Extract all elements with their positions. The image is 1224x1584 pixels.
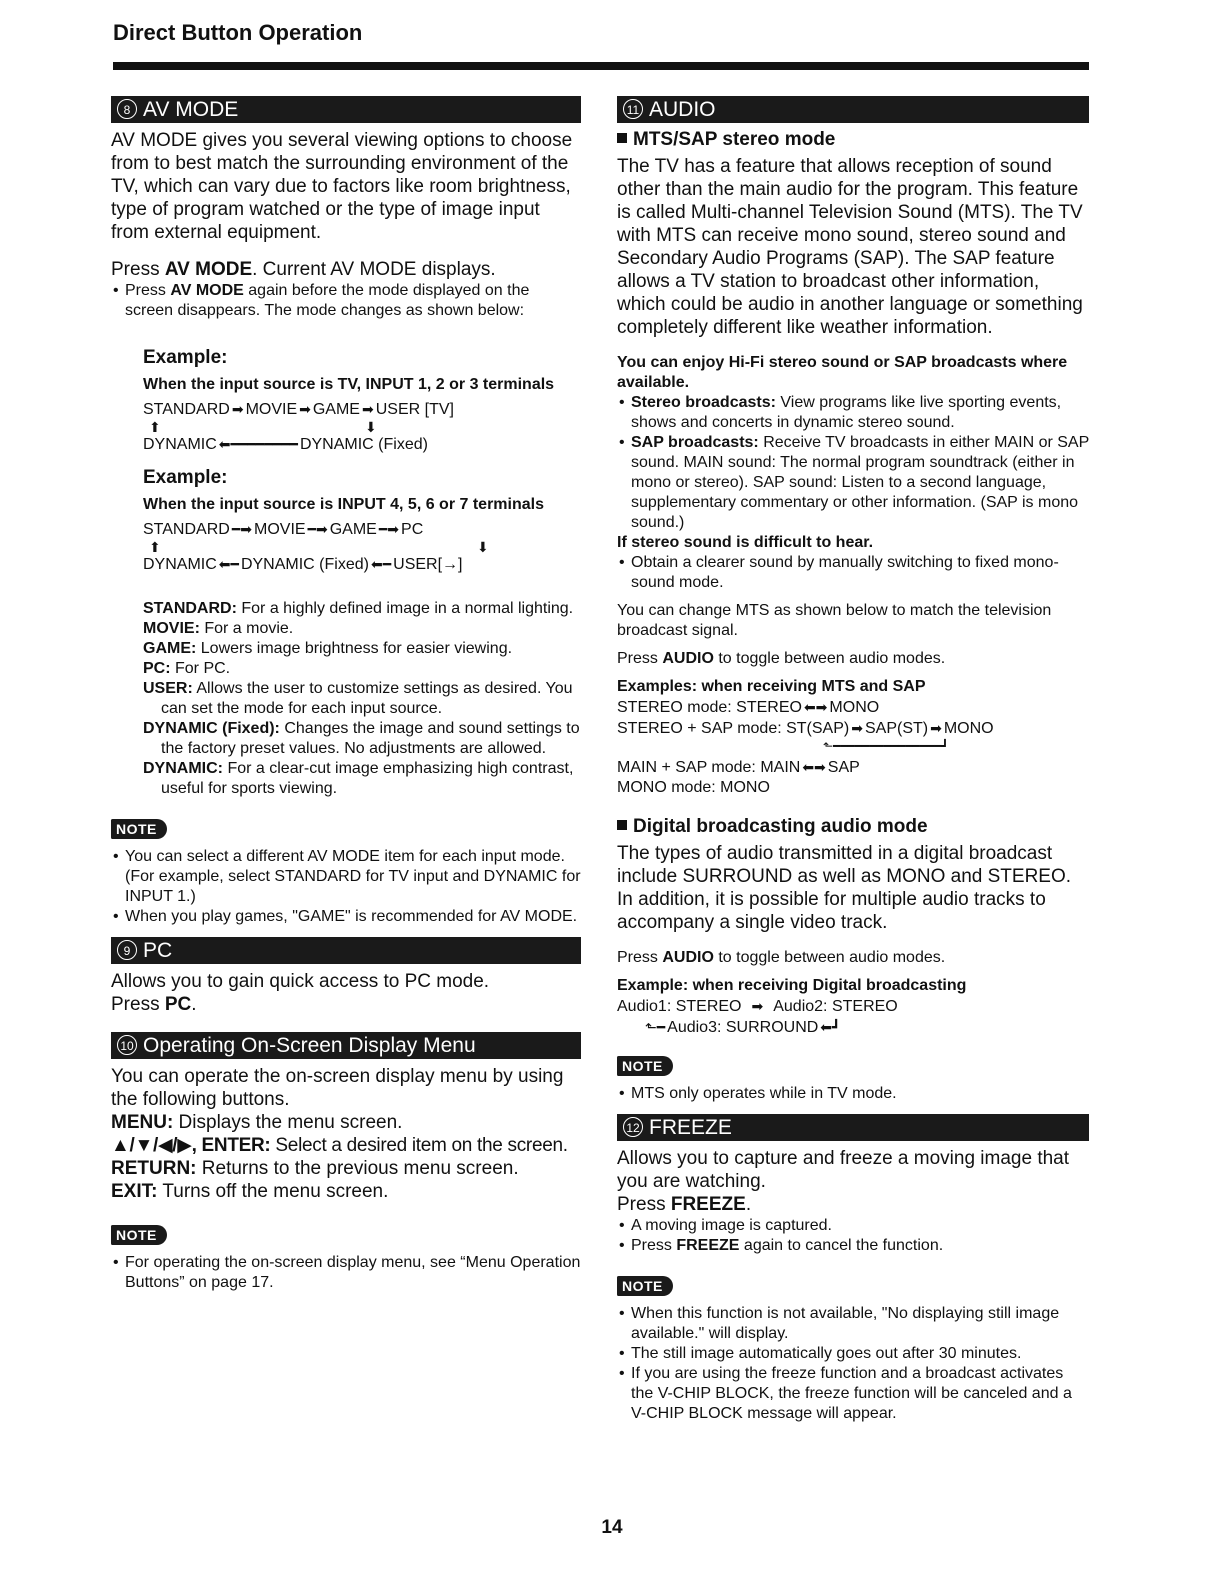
arrow-right-icon: ➡	[751, 998, 764, 1014]
section-number-badge: 12	[623, 1117, 643, 1137]
flow-row-top	[143, 519, 581, 540]
pc-press	[111, 993, 581, 1016]
freeze-key: FREEZE	[676, 1237, 740, 1254]
arrow-left-icon: ⬅━	[218, 556, 239, 572]
section-number-badge: 11	[623, 99, 643, 119]
definition-desc: Lowers image brightness for easier viewing.	[196, 640, 513, 657]
osd-item	[111, 1157, 581, 1180]
flow-item: MONO	[720, 779, 770, 796]
av-mode-notes	[111, 847, 581, 927]
flow-row-bottom	[143, 554, 581, 575]
main-sap-mode-row	[617, 757, 1089, 778]
osd-key: ▲/▼/◀/▶, ENTER:	[111, 1135, 271, 1156]
mode-definitions	[143, 599, 581, 799]
definition-item	[143, 659, 581, 679]
flow-item: STANDARD	[143, 521, 230, 538]
note-item: • MTS only operates while in TV mode.	[617, 1084, 1089, 1104]
audio-press	[617, 649, 1089, 669]
change-mts-text: You can change MTS as shown below to match the television broadcast signal.	[617, 602, 1052, 639]
osd-key: EXIT:	[111, 1181, 158, 1202]
flow-item: ST(SAP)	[786, 720, 850, 737]
av-mode-press	[111, 258, 581, 281]
definition-desc: Changes the image and sound settings to the factory preset values. No adjustments are allowed.	[161, 720, 580, 757]
digital-example-heading: Example: when receiving Digital broadcasting	[617, 977, 967, 994]
osd-key: MENU:	[111, 1112, 174, 1133]
flow-item: GAME	[312, 401, 360, 418]
arrow-right-icon: ━➡	[231, 521, 252, 537]
definition-item	[143, 719, 581, 759]
square-bullet-icon	[617, 820, 627, 830]
mode-label: MONO mode:	[617, 779, 721, 796]
osd-desc: Displays the menu screen.	[173, 1112, 403, 1133]
flow-item: MAIN	[760, 759, 801, 776]
definition-item	[143, 759, 581, 799]
pc-header	[111, 937, 581, 964]
av-mode-header	[111, 96, 581, 123]
mode-label: MAIN + SAP mode:	[617, 759, 761, 776]
freeze-press	[617, 1193, 1089, 1216]
audio-key: AUDIO	[662, 650, 714, 667]
arrow-left-long-icon: ⬅━━━━━━━━	[218, 436, 298, 452]
right-column	[617, 96, 1089, 1424]
difficult-bullets	[617, 553, 1089, 593]
freeze-key: FREEZE	[670, 1194, 746, 1215]
bullet-text: Press	[125, 282, 171, 299]
section-number-badge: 8	[117, 99, 137, 119]
flow-item: DYNAMIC (Fixed)	[240, 556, 369, 573]
osd-desc: Turns off the menu screen.	[157, 1181, 389, 1202]
definition-term: DYNAMIC:	[143, 760, 223, 777]
press-text: Press	[111, 259, 165, 280]
audio-header	[617, 96, 1089, 123]
title-rule	[113, 62, 1089, 70]
flow-item: USER[→]	[393, 556, 463, 573]
double-arrow-icon: ⬅➡	[802, 759, 826, 775]
arrow-right-icon: ➡	[851, 720, 863, 736]
flow-item: SAP(ST)	[864, 720, 929, 737]
mode-label: STEREO mode:	[617, 699, 737, 716]
hifi-bullet	[617, 393, 1089, 433]
note-item: • For operating the on-screen display menu, see “Menu Operation Buttons” on page 17.	[111, 1253, 581, 1293]
arrow-right-icon: ➡	[361, 401, 374, 417]
note-item: • When this function is not available, "No displaying still image available." will display.	[617, 1304, 1089, 1344]
av-mode-key: AV MODE	[164, 259, 253, 280]
flow-vertical-arrows	[143, 540, 581, 554]
mode-flow-diagram	[143, 399, 581, 455]
definition-desc: For a highly defined image in a normal lighting.	[236, 600, 574, 617]
example-heading: Example:	[143, 347, 228, 368]
note-badge: NOTE	[617, 1276, 673, 1296]
av-mode-bullets	[111, 281, 581, 321]
press-text: Press	[617, 650, 663, 667]
return-arrow	[617, 739, 1089, 757]
flow-item: MOVIE	[254, 521, 306, 538]
note-item: • You can select a different AV MODE item for each input mode. (For example, select STANDARD for TV input and DYNAMIC for INPUT 1.)	[111, 847, 581, 907]
section-number-badge: 10	[117, 1035, 137, 1055]
section-title: FREEZE	[649, 1116, 732, 1139]
arrow-right-icon: ➡	[231, 401, 244, 417]
flow-item: DYNAMIC (Fixed)	[299, 436, 428, 453]
audio-key: AUDIO	[662, 949, 714, 966]
av-mode-intro: AV MODE gives you several viewing options to choose from to best match the surrounding environment of the TV, which can vary due to factors like room brightness, type of program watched or the type of image input from external equipment.	[111, 130, 573, 243]
osd-item	[111, 1134, 581, 1157]
note-badge: NOTE	[617, 1056, 673, 1076]
digital-row-2	[617, 1017, 1089, 1038]
example-subheading: When the input source is INPUT 4, 5, 6 or 7 terminals	[143, 496, 544, 513]
example-heading: Example:	[143, 467, 228, 488]
definition-term: PC:	[143, 660, 171, 677]
freeze-bullet	[617, 1236, 1089, 1256]
flow-item: Audio1: STEREO	[617, 998, 742, 1015]
section-title: AV MODE	[143, 98, 239, 121]
bullet-text-end: again to cancel the function.	[739, 1237, 944, 1254]
hifi-bullet	[617, 433, 1089, 533]
definition-term: USER:	[143, 680, 193, 697]
arrow-left-icon: ⬅┛	[820, 1019, 841, 1035]
mono-mode-row	[617, 778, 1089, 798]
mts-examples-heading: Examples: when receiving MTS and SAP	[617, 678, 926, 695]
definition-item	[143, 619, 581, 639]
arrow-up-icon: ⬆	[149, 539, 161, 555]
arrow-right-icon: ━➡	[378, 521, 400, 537]
flow-item: STANDARD	[143, 401, 230, 418]
av-mode-key: AV MODE	[170, 282, 244, 299]
bullet-text-end: again before the mode displayed on the screen disappears. The mode changes as shown below:	[125, 282, 530, 319]
arrow-up-icon: ⬆	[149, 419, 161, 435]
osd-item	[111, 1111, 581, 1134]
flow-item: Audio3: SURROUND	[667, 1019, 819, 1036]
left-column	[111, 96, 581, 1293]
definition-desc: For PC.	[170, 660, 231, 677]
definition-desc: For a clear-cut image emphasizing high contrast, useful for sports viewing.	[161, 760, 574, 797]
bullet-text: Press	[631, 1237, 677, 1254]
flow-item: STEREO	[736, 699, 802, 716]
return-arrow-icon: ⬑━	[645, 1019, 666, 1035]
note-item: • If you are using the freeze function and a broadcast activates the V-CHIP BLOCK, the freeze function will be canceled and a V-CHIP BLOCK message will appear.	[617, 1364, 1089, 1424]
arrow-right-icon: ➡	[299, 401, 311, 417]
definition-item	[143, 679, 581, 719]
definition-desc: For a movie.	[199, 620, 294, 637]
digital-row-1	[617, 996, 1089, 1017]
arrow-right-icon: ━➡	[307, 521, 328, 537]
difficult-heading: If stereo sound is difficult to hear.	[617, 534, 874, 551]
mts-heading-text: MTS/SAP stereo mode	[633, 129, 836, 150]
press-text: Press	[111, 994, 165, 1015]
return-arrow-icon: ⬑━━━━━━━━━━━━━━━┛	[823, 739, 949, 753]
press-text: Press	[617, 1194, 671, 1215]
definition-item	[143, 639, 581, 659]
example-1	[143, 347, 581, 799]
osd-notes	[111, 1253, 581, 1293]
definition-term: DYNAMIC (Fixed):	[143, 720, 280, 737]
freeze-bullet: • A moving image is captured.	[617, 1216, 1089, 1236]
section-title: AUDIO	[649, 98, 716, 121]
digital-heading-text: Digital broadcasting audio mode	[633, 816, 928, 837]
mts-examples	[617, 697, 1089, 798]
digital-example	[617, 996, 1089, 1038]
double-arrow-icon: ⬅➡	[803, 699, 828, 715]
digital-heading	[617, 816, 1089, 838]
mts-heading	[617, 129, 1089, 151]
stereo-mode-row	[617, 697, 1089, 718]
av-mode-bullet	[111, 281, 581, 321]
hifi-desc: View programs like live sporting events, shows and concerts in dynamic stereo sound.	[631, 394, 1062, 431]
flow-item: Audio2: STEREO	[773, 998, 898, 1015]
osd-desc: Returns to the previous menu screen.	[196, 1158, 519, 1179]
definition-desc: Allows the user to customize settings as desired. You can set the mode for each input source.	[161, 680, 573, 717]
press-text-end: .	[191, 994, 197, 1015]
press-text-end: .	[745, 1194, 752, 1215]
osd-key: RETURN:	[111, 1158, 197, 1179]
pc-description: Allows you to gain quick access to PC mode.	[111, 971, 490, 992]
press-text-end: to toggle between audio modes.	[713, 650, 946, 667]
osd-intro: You can operate the on-screen display menu by using the following buttons.	[111, 1066, 564, 1110]
square-bullet-icon	[617, 133, 627, 143]
page-title: Direct Button Operation	[113, 20, 363, 45]
hifi-heading: You can enjoy Hi-Fi stereo sound or SAP broadcasts where available.	[617, 354, 1068, 391]
flow-item: MONO	[829, 699, 880, 716]
freeze-intro: Allows you to capture and freeze a moving image that you are watching.	[617, 1148, 1070, 1192]
section-title: PC	[143, 939, 173, 962]
note-item: • When you play games, "GAME" is recommended for AV MODE.	[111, 907, 581, 927]
note-badge: NOTE	[111, 819, 167, 839]
mts-intro: The TV has a feature that allows reception of sound other than the main audio for the program. This feature is called Multi-channel Television Sound (MTS). The TV with MTS can receive mono sound, stereo sound and Secondary Audio Programs (SAP). The SAP feature allows a TV station to broadcast other information, which could be audio in another language or something completely different like weather information.	[617, 156, 1083, 338]
hifi-desc: Receive TV broadcasts in either MAIN or SAP sound. MAIN sound: The normal program soundtrack (either in mono or stereo). SAP sound: Listen to a second language, supplementary commentary or other information. (SAP is mono sound.)	[631, 434, 1089, 531]
freeze-bullets	[617, 1216, 1089, 1256]
press-text-end: to toggle between audio modes.	[713, 949, 946, 966]
note-item: • The still image automatically goes out after 30 minutes.	[617, 1344, 1089, 1364]
arrow-left-icon: ⬅━	[370, 556, 392, 572]
hifi-key: Stereo broadcasts:	[631, 394, 776, 411]
definition-term: MOVIE:	[143, 620, 200, 637]
flow-item: DYNAMIC	[143, 556, 217, 573]
flow-item: PC	[401, 521, 424, 538]
section-number-badge: 9	[117, 940, 137, 960]
page-number: 14	[601, 1517, 623, 1538]
flow-row-bottom	[143, 434, 581, 455]
pc-key: PC	[164, 994, 192, 1015]
difficult-bullet: • Obtain a clearer sound by manually switching to fixed mono-sound mode.	[617, 553, 1089, 593]
flow-row-top	[143, 399, 581, 420]
definition-item	[143, 599, 581, 619]
flow-vertical-arrows	[143, 420, 581, 434]
freeze-notes	[617, 1304, 1089, 1424]
flow-item: GAME	[329, 521, 377, 538]
hifi-key: SAP broadcasts:	[631, 434, 759, 451]
definition-term: STANDARD:	[143, 600, 237, 617]
osd-item	[111, 1180, 581, 1203]
audio-notes	[617, 1084, 1089, 1104]
mode-flow-diagram	[143, 519, 581, 575]
digital-intro: The types of audio transmitted in a digital broadcast include SURROUND as well as MONO and STEREO. In addition, it is possible for multiple audio tracks to accompany a single video track.	[617, 843, 1072, 933]
osd-desc: Select a desired item on the screen.	[270, 1135, 568, 1156]
arrow-down-icon: ⬇	[477, 539, 489, 555]
mode-label: STEREO + SAP mode:	[617, 720, 787, 737]
stereo-sap-mode-row	[617, 718, 1089, 739]
flow-item: MOVIE	[245, 401, 298, 418]
example-subheading: When the input source is TV, INPUT 1, 2 or 3 terminals	[143, 376, 555, 393]
arrow-right-icon: ➡	[930, 720, 942, 736]
note-badge: NOTE	[111, 1225, 167, 1245]
flow-item: DYNAMIC	[143, 436, 217, 453]
flow-item: SAP	[827, 759, 860, 776]
hifi-bullets	[617, 393, 1089, 533]
osd-header	[111, 1032, 581, 1059]
definition-term: GAME:	[143, 640, 197, 657]
press-text-end: . Current AV MODE displays.	[252, 259, 496, 280]
arrow-down-icon: ⬇	[365, 419, 377, 435]
flow-item: MONO	[943, 720, 994, 737]
section-title: Operating On-Screen Display Menu	[143, 1034, 476, 1057]
flow-item: USER [TV]	[375, 401, 454, 418]
freeze-header	[617, 1114, 1089, 1141]
press-text: Press	[617, 949, 663, 966]
audio-press-2	[617, 948, 1089, 968]
